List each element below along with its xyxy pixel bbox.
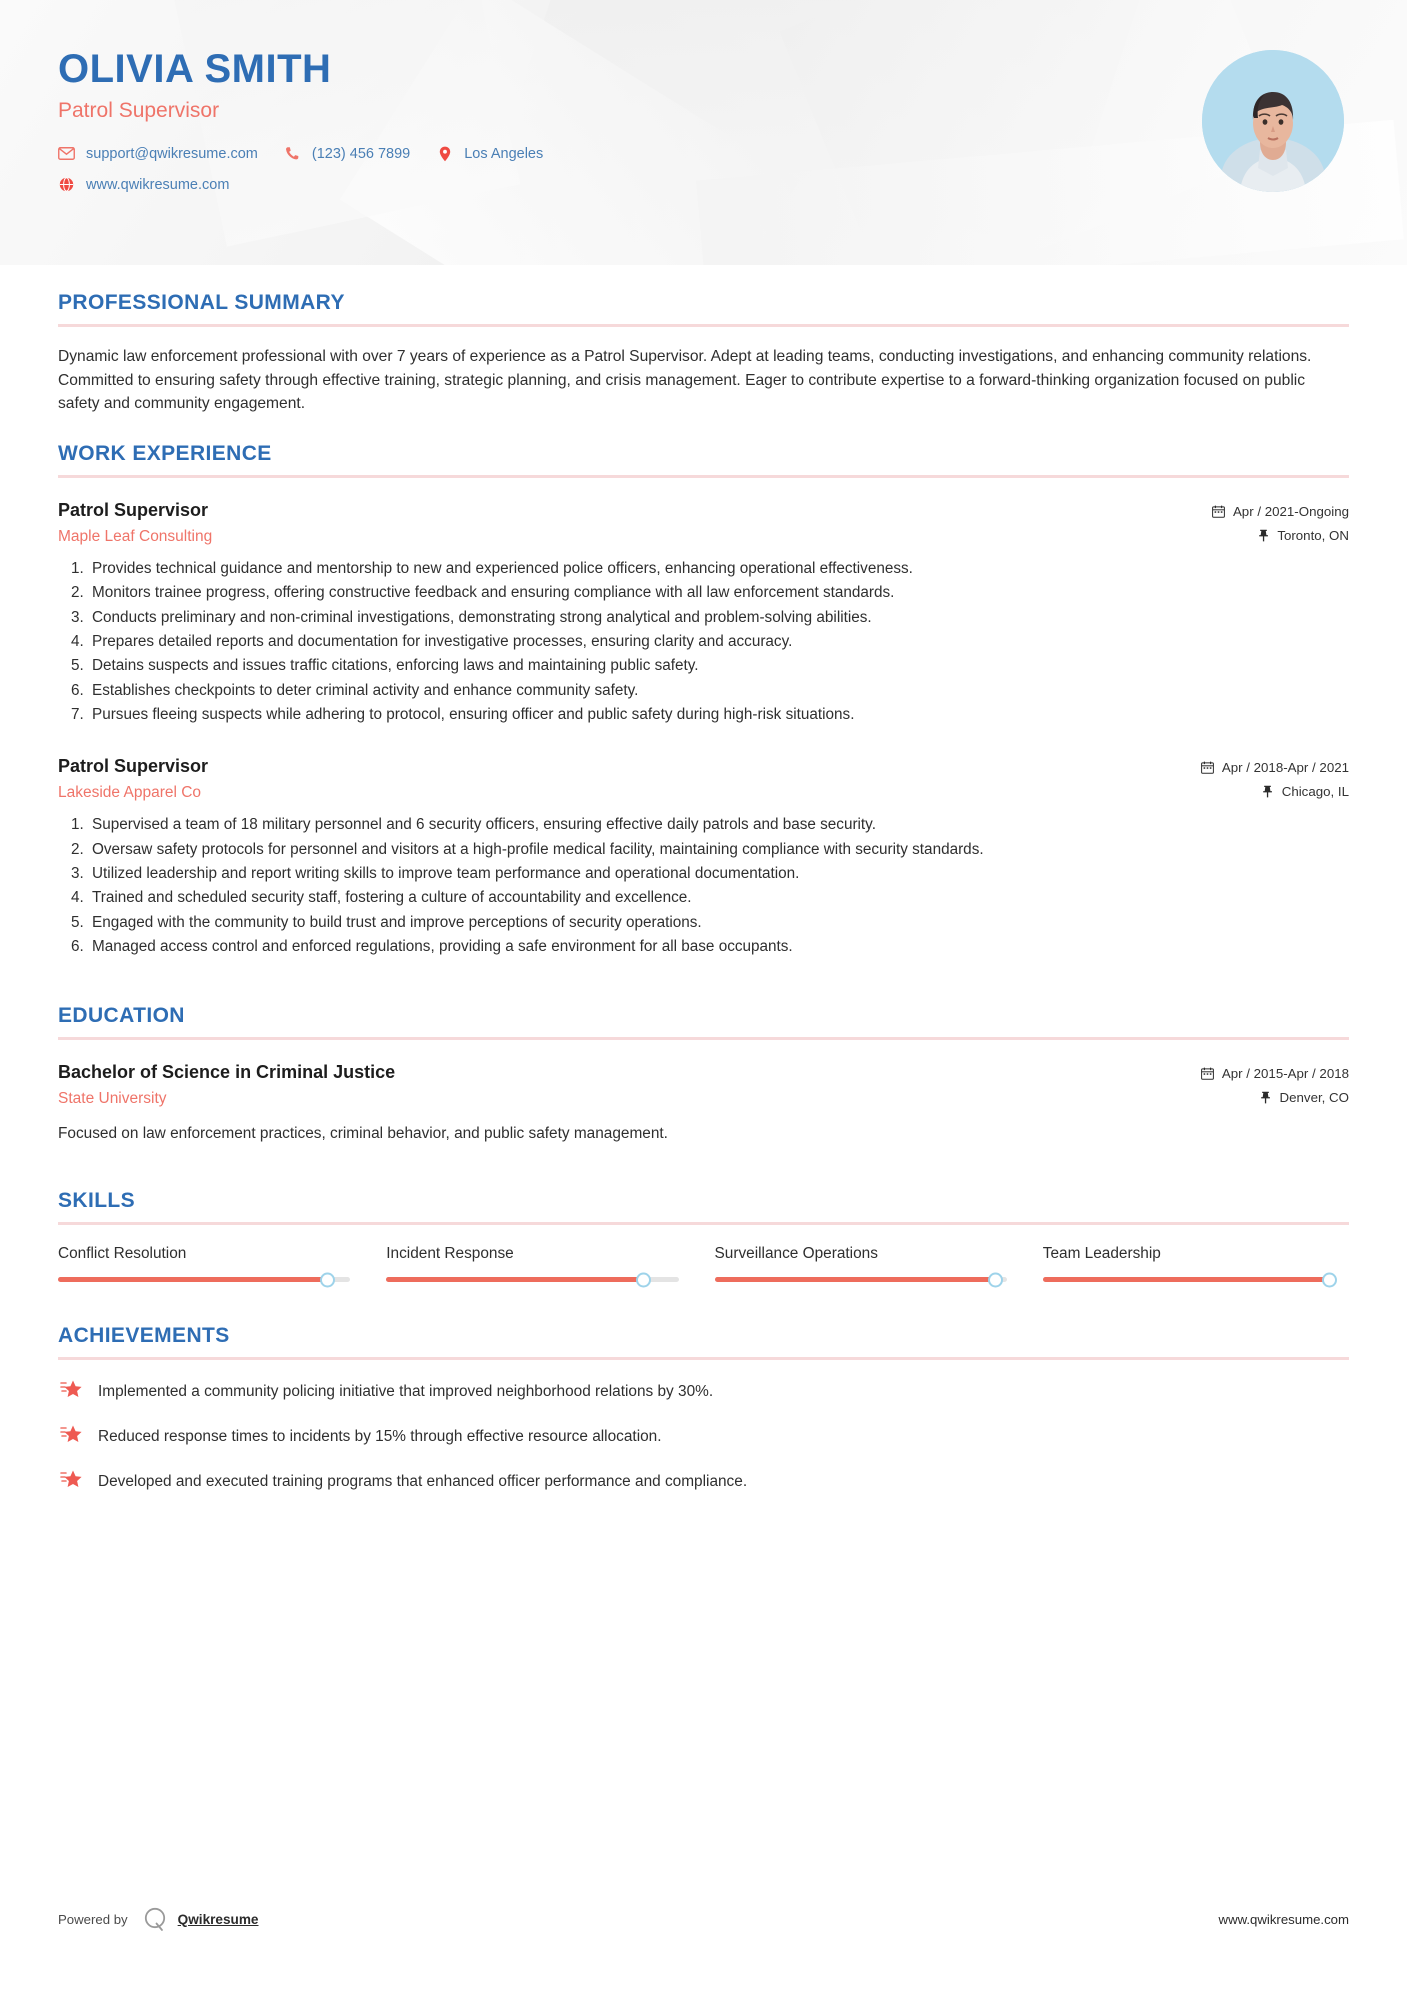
avatar xyxy=(1202,50,1344,192)
contact-email[interactable] xyxy=(58,145,258,162)
page-footer xyxy=(58,1906,1349,1932)
skill-progress-fill xyxy=(1043,1277,1329,1282)
education-entry xyxy=(58,1062,1349,1145)
star-badge-icon xyxy=(58,1467,84,1493)
work-entry-company: Maple Leaf Consulting xyxy=(58,528,213,546)
section-title-professional-summary: PROFESSIONAL SUMMARY xyxy=(58,291,345,314)
work-entry-company: Lakeside Apparel Co xyxy=(58,784,202,802)
qwikresume-logo-icon xyxy=(142,1906,168,1932)
section-divider xyxy=(58,1037,1349,1040)
work-entry-dates-label: Apr / 2018-Apr / 2021 xyxy=(1221,760,1349,776)
work-entry-bullets xyxy=(58,814,1349,958)
bullet-item: 2. Oversaw safety protocols for personnel and visitors at a high-profile medical facility, maintaining compliance with security standards. xyxy=(88,839,1349,861)
bullet-item: 2. Monitors trainee progress, offering constructive feedback and ensuring compliance with all law enforcement standards. xyxy=(88,582,1349,604)
contact-phone-label: (123) 456 7899 xyxy=(311,145,411,162)
resume-header xyxy=(0,0,1407,265)
work-entry-bullets xyxy=(58,558,1349,726)
skill-label: Incident Response xyxy=(386,1245,514,1263)
section-work-experience xyxy=(58,442,1349,958)
globe-icon xyxy=(58,176,75,193)
skill-item xyxy=(1043,1245,1349,1282)
skill-progress-bar xyxy=(715,1277,1007,1282)
footer-powered-by xyxy=(58,1906,259,1932)
achievements-list xyxy=(58,1380,1349,1493)
bullet-item: 6. Managed access control and enforced regulations, providing a safe environment for all base occupants. xyxy=(88,936,1349,958)
skill-progress-fill xyxy=(715,1277,996,1282)
section-title-work-experience: WORK EXPERIENCE xyxy=(58,442,272,466)
candidate-name: OLIVIA SMITH xyxy=(58,47,332,91)
skill-progress-fill xyxy=(58,1277,327,1282)
contact-website[interactable] xyxy=(58,176,229,193)
candidate-job-title: Patrol Supervisor xyxy=(58,99,220,122)
work-entry-role: Patrol Supervisor xyxy=(58,756,209,777)
skill-progress-knob[interactable] xyxy=(988,1272,1003,1287)
map-pin-icon xyxy=(436,145,453,162)
section-title-education: EDUCATION xyxy=(58,1004,185,1028)
work-entry xyxy=(58,500,1349,726)
education-school: State University xyxy=(58,1090,167,1108)
skill-item xyxy=(715,1245,1021,1282)
contact-row-secondary xyxy=(58,176,1407,193)
education-description: Focused on law enforcement practices, criminal behavior, and public safety management. xyxy=(58,1125,668,1143)
skill-progress-bar xyxy=(1043,1277,1335,1282)
bullet-item: 5. Engaged with the community to build trust and improve perceptions of security operations. xyxy=(88,912,1349,934)
skill-progress-knob[interactable] xyxy=(320,1272,335,1287)
skills-grid xyxy=(58,1245,1349,1282)
footer-powered-by-label: Powered by xyxy=(58,1911,128,1927)
section-education xyxy=(58,1004,1349,1145)
section-professional-summary xyxy=(58,291,1349,416)
bullet-item: 4. Prepares detailed reports and documentation for investigative processes, ensuring clarity and accuracy. xyxy=(88,631,1349,653)
work-entry-location xyxy=(1201,784,1349,799)
work-entry-location-label: Chicago, IL xyxy=(1281,784,1349,800)
section-title-skills: SKILLS xyxy=(58,1189,136,1213)
education-location xyxy=(1201,1090,1349,1105)
work-entry-dates xyxy=(1212,504,1349,519)
skill-progress-bar xyxy=(386,1277,678,1282)
section-divider xyxy=(58,1222,1349,1225)
skill-progress-knob[interactable] xyxy=(1322,1272,1337,1287)
section-title-achievements: ACHIEVEMENTS xyxy=(58,1324,230,1348)
bullet-item: 5. Detains suspects and issues traffic citations, enforcing laws and maintaining public safety. xyxy=(88,655,1349,677)
achievement-text: Implemented a community policing initiative that improved neighborhood relations by 30%. xyxy=(98,1383,714,1401)
qwikresume-link[interactable]: Qwikresume xyxy=(177,1911,259,1927)
contact-website-label: www.qwikresume.com xyxy=(86,176,230,193)
skill-label: Team Leadership xyxy=(1042,1245,1161,1263)
work-entry-location xyxy=(1212,528,1349,543)
star-badge-icon xyxy=(58,1377,84,1403)
section-skills xyxy=(58,1189,1349,1282)
skill-label: Conflict Resolution xyxy=(58,1245,187,1263)
calendar-icon xyxy=(1201,1067,1215,1081)
bullet-item: 7. Pursues fleeing suspects while adhering to protocol, ensuring officer and public safety during high-risk situations. xyxy=(88,704,1349,726)
skill-item xyxy=(386,1245,692,1282)
pushpin-icon xyxy=(1259,1091,1273,1105)
section-divider xyxy=(58,1357,1349,1360)
contact-location-label: Los Angeles xyxy=(464,145,544,162)
contact-location xyxy=(436,145,543,162)
calendar-icon xyxy=(1201,761,1215,775)
achievement-item xyxy=(58,1470,1349,1493)
contact-row-primary xyxy=(58,145,1407,162)
section-divider xyxy=(58,475,1349,478)
work-entry-location-label: Toronto, ON xyxy=(1277,528,1349,544)
phone-icon xyxy=(284,145,301,162)
bullet-item: 1. Provides technical guidance and mentorship to new and experienced police officers, enhancing operational effectiveness. xyxy=(88,558,1349,580)
bullet-item: 6. Establishes checkpoints to deter criminal activity and enhance community safety. xyxy=(88,680,1349,702)
section-achievements xyxy=(58,1324,1349,1493)
education-location-label: Denver, CO xyxy=(1279,1090,1349,1106)
skill-label: Surveillance Operations xyxy=(714,1245,878,1263)
achievement-text: Reduced response times to incidents by 15% through effective resource allocation. xyxy=(98,1428,662,1446)
pushpin-icon xyxy=(1256,529,1270,543)
envelope-icon xyxy=(58,145,75,162)
skill-progress-fill xyxy=(386,1277,643,1282)
bullet-item: 3. Conducts preliminary and non-criminal investigations, demonstrating strong analytical and problem-solving abilities. xyxy=(88,607,1349,629)
bullet-item: 1. Supervised a team of 18 military personnel and 6 security officers, ensuring effective daily patrols and base security. xyxy=(88,814,1349,836)
footer-site-url: www.qwikresume.com xyxy=(1218,1911,1349,1927)
education-degree: Bachelor of Science in Criminal Justice xyxy=(58,1062,396,1083)
work-entry-dates-label: Apr / 2021-Ongoing xyxy=(1232,504,1349,520)
bullet-item: 4. Trained and scheduled security staff, fostering a culture of accountability and excellence. xyxy=(88,887,1349,909)
education-dates xyxy=(1201,1066,1349,1081)
star-badge-icon xyxy=(58,1422,84,1448)
skill-progress-knob[interactable] xyxy=(636,1272,651,1287)
bullet-item: 3. Utilized leadership and report writing skills to improve team performance and operational documentation. xyxy=(88,863,1349,885)
achievement-item xyxy=(58,1380,1349,1403)
contact-phone[interactable] xyxy=(284,145,410,162)
pushpin-icon xyxy=(1261,785,1275,799)
work-entry xyxy=(58,756,1349,958)
skill-progress-bar xyxy=(58,1277,350,1282)
calendar-icon xyxy=(1212,505,1226,519)
achievement-text: Developed and executed training programs that enhanced officer performance and compliance. xyxy=(98,1473,748,1491)
contact-email-label: support@qwikresume.com xyxy=(86,145,258,162)
work-entry-role: Patrol Supervisor xyxy=(58,500,209,521)
skill-item xyxy=(58,1245,364,1282)
section-divider xyxy=(58,324,1349,327)
achievement-item xyxy=(58,1425,1349,1448)
work-entry-dates xyxy=(1201,760,1349,775)
professional-summary-text: Dynamic law enforcement professional with over 7 years of experience as a Patrol Supervisor. Adept at leading teams, conducting investigations, and enhancing community relations. Committed to ensuring safety through effective training, strategic planning, and crisis management. Eager to contribute expertise to a forward-thinking organization focused on public safety and community engagement. xyxy=(58,348,1312,413)
education-dates-label: Apr / 2015-Apr / 2018 xyxy=(1221,1066,1349,1082)
